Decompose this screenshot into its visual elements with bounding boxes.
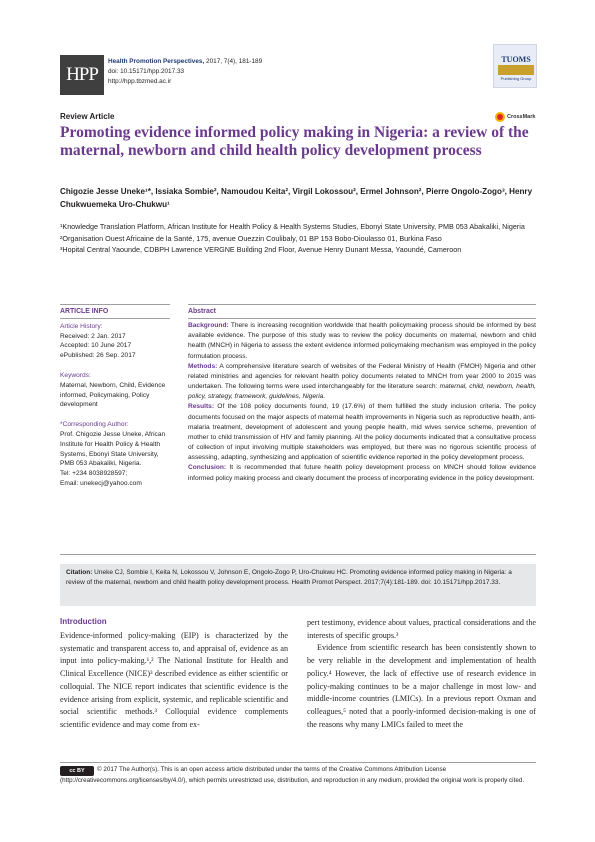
body-paragraph: Evidence-informed policy-making (EIP) is characterized by the systematic and transparent access to, and appraisal of, evidence as an input into policy-making.¹,² The National Institute for Health and Clinical Excellence (NICE)³ described evidence as either scientific or colloquial. The NICE report indicates that scientific evidence is the evidence arising from explicit, systemic, and replicable scientific and social scientific methods.³ Colloquial evidence complements scientific evidence and may come from ex- <box>60 631 288 729</box>
epublished-date: ePublished: 26 Sep. 2017 <box>60 352 136 360</box>
publisher-logo <box>493 44 537 88</box>
crossmark-badge[interactable] <box>495 108 535 120</box>
publisher-logo-text: TUOMS <box>501 55 531 64</box>
journal-name: Health Promotion Perspectives, <box>108 58 205 65</box>
background-text: There is increasing recognition worldwide that health policymaking process should be informed by best available evidence. The purpose of this study was to review the policy documents on maternal, newborn and child health (MNCH) in Nigeria to assess the extent evidence informed policymaking mechanism was employed in the policy formulation process. <box>188 322 536 360</box>
body-paragraph: pert testimony, evidence about values, practical considerations and the interests of specific groups.³ <box>307 618 536 640</box>
abstract-methods <box>188 362 536 403</box>
volume-pages: 2017, 7(4), 181-189 <box>204 58 263 65</box>
journal-logo: HPP <box>60 55 104 95</box>
abstract-results <box>188 402 536 463</box>
abstract-conclusion <box>188 463 536 483</box>
publisher-logo-band <box>498 65 534 75</box>
journal-url[interactable]: http://hpp.tbzmed.ac.ir <box>108 78 172 86</box>
corresponding-tel: Tel: +234 8038928597; <box>60 470 128 478</box>
divider <box>188 304 536 305</box>
divider <box>60 554 536 555</box>
publisher-logo-sub: Publishing Group <box>500 76 532 81</box>
abstract-background <box>188 321 536 362</box>
divider <box>60 762 536 763</box>
article-type: Review Article <box>60 112 115 121</box>
received-date: Received: 2 Jan. 2017 <box>60 332 126 340</box>
affiliation: ¹Knowledge Translation Platform, African Institute for Health Policy & Health Systems Studies, Ebonyi State University, PMB 053 Abakaliki, Nigeria <box>60 222 525 231</box>
keywords-block <box>60 371 168 410</box>
affiliations <box>60 222 536 257</box>
body-column-right <box>307 617 536 731</box>
author-list: Chigozie Jesse Uneke¹*, Issiaka Sombie², Namoudou Keita², Virgil Lokossou², Ermel Johnson², Pierre Ongolo-Zogo³, Henry Chukwuemeka Uro-Chukwu¹ <box>60 187 533 209</box>
section-heading-introduction: Introduction <box>60 617 107 626</box>
license-text: © 2017 The Author(s). This is an open access article distributed under the terms of the Creative Commons Attribution License (http://creativecommons.org/licenses/by/4.0/), which permits unrestricted use, distribution, and reproduction in any medium, provided the original work is properly cited. <box>60 766 525 784</box>
citation-label: Citation: <box>66 569 93 576</box>
accepted-date: Accepted: 10 June 2017 <box>60 342 132 350</box>
license-footer <box>60 765 536 786</box>
article-title: Promoting evidence informed policy making in Nigeria: a review of the maternal, newborn and child health policy development process <box>60 124 529 159</box>
citation-box <box>60 564 536 606</box>
affiliation: ²Organisation Ouest Africaine de la Santé, 175, avenue Ouezzin Coulibaly, 01 BP 153 Bobo-Dioulasso 01, Burkina Faso <box>60 233 442 243</box>
conclusion-label: Conclusion: <box>188 464 227 472</box>
background-label: Background: <box>188 322 229 330</box>
corresponding-author: Prof. Chigozie Jesse Uneke, African Institute for Health Policy & Health Systems, Ebonyi State University, PMB 053 Abakaliki, Nigeria. <box>60 430 166 468</box>
article-history <box>60 322 168 361</box>
journal-info <box>108 57 262 88</box>
results-text: Of the 108 policy documents found, 19 (17.6%) of them fulfilled the study inclusion criteria. The policy documents focused on the major aspects of maternal health improvements in Nigeria such as reproductive health, anti-malaria treatment, development of adolescent and young people health, mid wives service scheme, prevention of mother to child transmission of HIV and family planning. All the policy documents indicated that a consultative process of collection of input involving multiple stakeholders was employed, but there was no rigorous scientific process of assessing, adapting, synthesizing and application of scientific evidence reported in the policy development process. <box>188 403 536 462</box>
keywords: Maternal, Newborn, Child, Evidence informed, Policymaking, Policy development <box>60 381 166 409</box>
corresponding-email[interactable]: Email: unekecj@yahoo.com <box>60 479 142 487</box>
abstract-heading: Abstract <box>188 308 216 315</box>
methods-text: A comprehensive literature search of websites of the Federal Ministry of Health (FMOH) Nigeria and other related ministries and agencies for relevant health policy documents related to MNCH from year 2000 to 2015 was undertaken. The following terms were used interchangeably for the literature search: <box>188 362 536 391</box>
abstract <box>188 307 536 484</box>
history-label: Article History: <box>60 322 103 330</box>
citation-text: Uneke CJ, Sombie I, Keita N, Lokossou V, Johnson E, Ongolo-Zogo P, Uro-Chukwu HC. Promoting evidence informed policy making in Nigeria: a review of the maternal, newborn and child health policy development process. Health Promot Perspect. 2017;7(4):181-189. doi: 10.15171/hpp.2017.33. <box>66 569 512 587</box>
creative-commons-icon[interactable]: cc BY <box>60 766 94 776</box>
corresponding-block <box>60 420 168 489</box>
methods-terms: maternal, child, newborn, health, policy, strategy, framework, guidelines, Nigeria. <box>188 383 536 401</box>
methods-label: Methods: <box>188 362 218 370</box>
divider <box>60 304 170 305</box>
corresponding-label: *Corresponding Author: <box>60 421 129 429</box>
crossmark-label: CrossMark <box>507 113 536 120</box>
article-info <box>60 307 168 499</box>
doi[interactable]: doi: 10.15171/hpp.2017.33 <box>108 68 185 76</box>
affiliation: ³Hopital Central Yaounde, CDBPH Lawrence VERGNE Building 2nd Floor, Avenue Henry Dunant Messa, Yaoundé, Cameroon <box>60 245 462 254</box>
keywords-label: Keywords: <box>60 371 91 379</box>
results-label: Results: <box>188 403 215 411</box>
article-info-heading: ARTICLE INFO <box>60 308 109 315</box>
crossmark-icon <box>495 112 505 122</box>
body-paragraph: Evidence from scientific research has been consistently shown to be very reliable in the development and implementation of health policy.⁴ However, the lack of effective use of research evidence in policy-making continues to be a major challenge in most low- and middle-income countries (LMICs). In a previous report Oxman and colleagues,⁵ noted that a poorly-informed decision-making is one of the reasons why many LMICs failed to meet the <box>307 643 536 729</box>
body-column-left <box>60 630 288 732</box>
conclusion-text: It is recommended that future health policy development process on MNCH should follow evidence informed policy making process and clearly document the process of incorporating evidence in the policy development. <box>188 464 536 482</box>
